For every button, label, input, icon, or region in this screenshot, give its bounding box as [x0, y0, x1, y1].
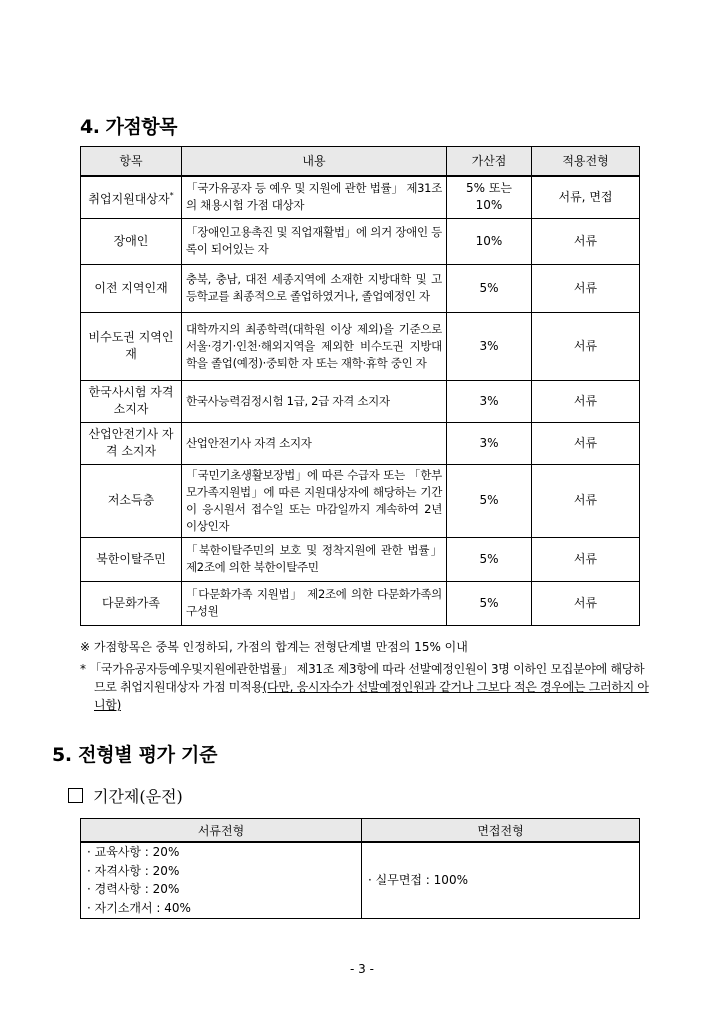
table-row — [81, 176, 640, 218]
note-total-limit: ※ 가점항목은 중복 인정하되, 가점의 합계는 전형단계별 만점의 15% 이내 — [80, 640, 468, 654]
row-content: 「국가유공자 등 예우 및 지원에 관한 법률」 제31조의 채용시험 가점 대상자 — [182, 176, 447, 218]
section-4-title: 4. 가점항목 — [80, 116, 177, 138]
row-applies: 서류 — [532, 537, 640, 581]
row-applies: 서류 — [532, 218, 640, 264]
table-header-row — [81, 819, 640, 843]
row-applies: 서류 — [532, 264, 640, 312]
row-item: 비수도권 지역인재 — [81, 312, 182, 380]
list-item: · 자기소개서 : 40% — [87, 900, 191, 915]
header-content: 내용 — [182, 147, 447, 177]
row-content: 「북한이탈주민의 보호 및 정착지원에 관한 법률」 제2조에 의한 북한이탈주민 — [182, 537, 447, 581]
evaluation-criteria-table — [80, 818, 640, 919]
interview-criteria-cell — [362, 842, 640, 918]
table-row — [81, 264, 640, 312]
table-row — [81, 312, 640, 380]
row-applies: 서류 — [532, 464, 640, 537]
row-item: 산업안전기사 자격 소지자 — [81, 422, 182, 464]
row-points: 3% — [447, 312, 532, 380]
document-criteria-cell — [81, 842, 362, 918]
table-row — [81, 380, 640, 422]
table-row — [81, 464, 640, 537]
header-applies: 적용전형 — [532, 147, 640, 177]
header-points: 가산점 — [447, 147, 532, 177]
row-content: 한국사능력검정시험 1급, 2급 자격 소지자 — [182, 380, 447, 422]
row-applies: 서류, 면접 — [532, 176, 640, 218]
row-applies: 서류 — [532, 380, 640, 422]
row-content: 산업안전기사 자격 소지자 — [182, 422, 447, 464]
row-item: 취업지원대상자* — [81, 176, 182, 218]
row-points: 3% — [447, 380, 532, 422]
list-item: · 자격사항 : 20% — [87, 863, 180, 878]
row-points: 5% — [447, 464, 532, 537]
row-item: 장애인 — [81, 218, 182, 264]
row-item: 다문화가족 — [81, 581, 182, 625]
table-row — [81, 842, 640, 918]
row-points: 3% — [447, 422, 532, 464]
header-interview: 면접전형 — [362, 819, 640, 843]
row-applies: 서류 — [532, 422, 640, 464]
row-content: 「국민기초생활보장법」에 따른 수급자 또는 「한부모가족지원법」에 따른 지원대상자에 해당하는 기간이 응시원서 접수일 또는 마감일까지 계속하여 2년 이상인자 — [182, 464, 447, 537]
header-item: 항목 — [81, 147, 182, 177]
table-header-row — [81, 147, 640, 177]
row-points: 5% — [447, 581, 532, 625]
subsection-title: 기간제(운전) — [68, 784, 183, 807]
row-item: 한국사시험 자격 소지자 — [81, 380, 182, 422]
table-row — [81, 422, 640, 464]
bonus-notes — [80, 638, 650, 714]
row-content: 대학까지의 최종학력(대학원 이상 제외)을 기준으로 서울·경기·인천·해외지역을 제외한 비수도권 지방대학을 졸업(예정)·중퇴한 자 또는 재학·휴학 중인 자 — [182, 312, 447, 380]
row-points: 10% — [447, 218, 532, 264]
checkbox-square-icon — [68, 788, 83, 803]
row-content: 「장애인고용촉진 및 직업재활법」에 의거 장애인 등록이 되어있는 자 — [182, 218, 447, 264]
section-5-title: 5. 전형별 평가 기준 — [52, 744, 218, 766]
row-points: 5% 또는 10% — [447, 176, 532, 218]
bonus-points-table — [80, 146, 640, 626]
row-points: 5% — [447, 537, 532, 581]
table-row — [81, 218, 640, 264]
row-applies: 서류 — [532, 581, 640, 625]
list-item: · 실무면접 : 100% — [368, 873, 468, 887]
header-document-screening: 서류전형 — [81, 819, 362, 843]
row-content: 「다문화가족 지원법」 제2조에 의한 다문화가족의 구성원 — [182, 581, 447, 625]
list-item: · 교육사항 : 20% — [87, 845, 180, 859]
table-row — [81, 581, 640, 625]
row-item: 이전 지역인재 — [81, 264, 182, 312]
note-exception-underlined: (다만, 응시자수가 선발예정인원과 같거나 그보다 적은 경우에는 그러하지 아니함) — [94, 680, 649, 712]
row-item: 북한이탈주민 — [81, 537, 182, 581]
row-applies: 서류 — [532, 312, 640, 380]
page-number: - 3 - — [350, 962, 374, 976]
table-row — [81, 537, 640, 581]
note-veteran-exclusion: * 「국가유공자등예우및지원에관한법률」 제31조 제3항에 따라 선발예정인원이 3명 이하인 모집분야에 해당하므로 취업지원대상자 가점 미적용(다만, 응시자수가 선발예정인원과 같거나 그보다 적은 경우에는 그러하지 아니함) — [80, 662, 649, 712]
row-content: 충북, 충남, 대전 세종지역에 소재한 지방대학 및 고등학교를 최종적으로 졸업하였거나, 졸업예정인 자 — [182, 264, 447, 312]
list-item: · 경력사항 : 20% — [87, 882, 180, 896]
row-item: 저소득층 — [81, 464, 182, 537]
row-points: 5% — [447, 264, 532, 312]
